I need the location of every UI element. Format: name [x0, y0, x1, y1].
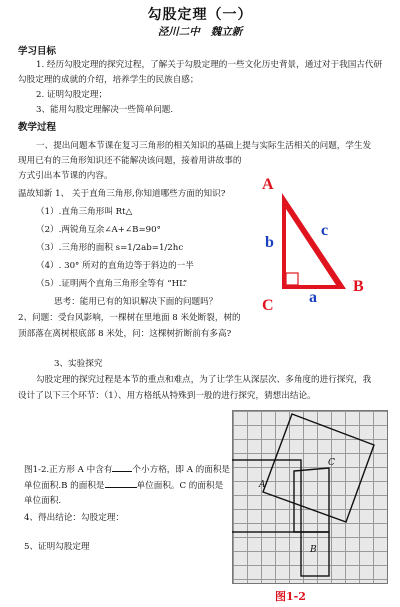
grid-label-c: C	[328, 458, 335, 468]
author-line: 泾川二中 魏立新	[157, 26, 243, 38]
inner-triangle	[294, 468, 329, 532]
explore-line: 勾股定理的探究过程是本节的重点和难点，为了让学生从深层次、多角度的进行探究，我	[36, 375, 372, 385]
answer-blank[interactable]	[105, 478, 137, 488]
fill-text: 个小方格，即 A 的面积是	[132, 465, 231, 475]
explore-line: 设计了以下三个环节：（1）、用方格纸从特殊到一般的进行探究，猜想出结论。	[18, 391, 316, 401]
goals-heading: 学习目标	[18, 46, 57, 57]
fill-line-2	[24, 478, 223, 494]
think-line: 思考：能用已有的知识解决下面的问题吗？	[54, 297, 218, 307]
review-item: （2）.两锐角互余∠A+∠B=90°	[36, 225, 161, 235]
process-heading: 教学过程	[18, 122, 57, 133]
pythagoras-squares	[232, 410, 386, 582]
side-b: b	[265, 234, 274, 251]
page-title: 勾股定理（一）	[147, 7, 253, 23]
square-a	[232, 460, 301, 532]
side-c: c	[321, 222, 329, 239]
goal-item: 2. 证明勾股定理；	[36, 90, 108, 100]
intro-line: 方式引出本节课的内容。	[18, 171, 113, 181]
intro-line: 现用已有的三角形知识还不能解决该问题，接着用讲故事的	[18, 156, 242, 166]
fill-text: 单位面积.B 的面积是	[24, 481, 105, 491]
problem-line: 顶部落在离树根底部 8 米处，问：这棵树折断前有多高?	[18, 329, 232, 339]
square-c	[263, 414, 374, 522]
grid-label-a: A	[259, 480, 266, 490]
conclusion-line: 4、得出结论：勾股定理：	[24, 513, 124, 523]
vertex-a: A	[262, 176, 274, 193]
review-line: 温故知新 1、 关于直角三角形,你知道哪些方面的知识?	[18, 189, 226, 199]
review-item: （5）.证明两个直角三角形全等有 “HL”	[36, 279, 188, 289]
goal-item: 3、能用勾股定理解决一些简单问题.	[36, 105, 174, 115]
answer-blank[interactable]	[112, 462, 132, 472]
vertex-c: C	[262, 297, 274, 314]
side-a: a	[309, 289, 317, 306]
goal-item: 1. 经历勾股定理的探究过程，了解关于勾股定理的一些文化历史背景，通过对于我国古代研	[36, 60, 383, 70]
problem-line: 2、问题：受台风影响，一棵树在里地面 8 米处断裂，树的	[18, 313, 241, 323]
fill-line-3: 单位面积.	[24, 496, 62, 506]
review-item: （3）.三角形的面积 s=1/2ab=1/2hc	[36, 243, 184, 253]
proof-line: 5、证明勾股定理	[24, 542, 90, 552]
fill-text: 图1-2.正方形 A 中含有	[24, 465, 113, 475]
figure-caption: 图1-2	[275, 590, 306, 603]
fill-text: 单位面积。C 的面积是	[136, 481, 224, 491]
explore-heading: 3、实验探究	[54, 359, 103, 369]
grid-label-b: B	[310, 545, 317, 555]
review-item: （4）. 30° 所对的直角边等于斜边的一半	[36, 261, 194, 271]
vertex-b: B	[353, 278, 364, 295]
fill-line-1	[24, 462, 230, 478]
intro-line: 一、提出问题本节课在复习三角形的相关知识的基础上提与实际生活相关的问题，学生发	[36, 141, 372, 151]
goal-item: 勾股定理的成就的介绍，培养学生的民族自感；	[18, 75, 199, 85]
review-item: （1）.直角三角形叫 Rt△	[36, 207, 133, 217]
